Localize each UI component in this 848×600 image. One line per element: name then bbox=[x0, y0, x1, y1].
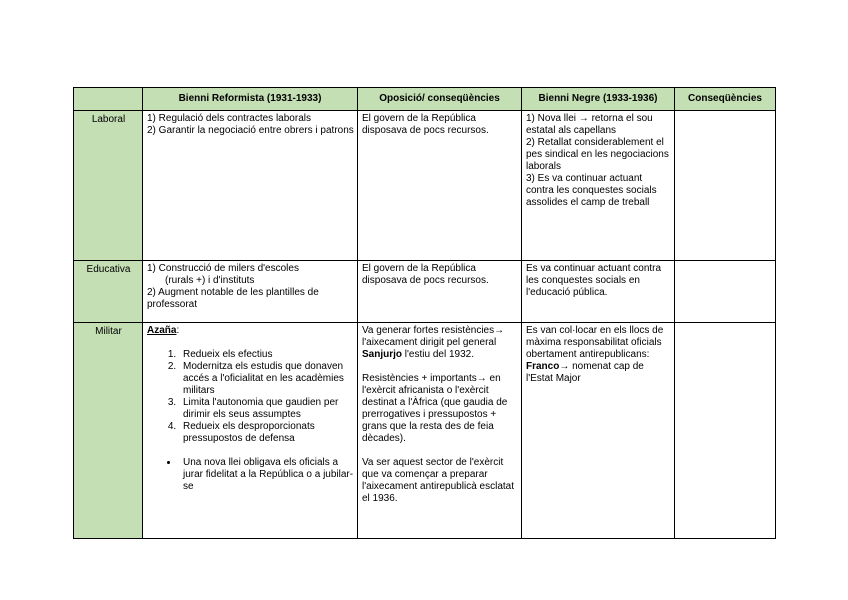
row-label-laboral: Laboral bbox=[74, 111, 143, 261]
list-item: 2) Retallat considerablement el pes sindical en les negociacions laborals bbox=[526, 137, 669, 172]
table-row bbox=[74, 323, 776, 539]
azana-colon: : bbox=[176, 325, 180, 336]
cell-consequencies-educativa bbox=[675, 261, 776, 323]
header-empty bbox=[74, 88, 143, 111]
cell-negre-laboral bbox=[522, 111, 675, 261]
table-row bbox=[74, 111, 776, 261]
cell-text: El govern de la República disposava de pocs recursos. bbox=[362, 113, 489, 136]
franco-name: Franco bbox=[526, 361, 560, 372]
list-item: 1) Nova llei → retorna el sou estatal als capellans bbox=[526, 113, 653, 136]
cell-negre-militar bbox=[522, 323, 675, 539]
negre-paragraph bbox=[526, 325, 671, 385]
text-span: Va generar fortes resistències→ l'aixecament dirigit pel general bbox=[362, 325, 505, 348]
spacer bbox=[362, 445, 518, 457]
text-span: Es van col·locar en els llocs de màxima responsabilitat oficials obertament antirepublicans: bbox=[526, 325, 664, 360]
list-item: 4. Redueix els desproporcionats pressupostos de defensa bbox=[179, 421, 354, 445]
cell-oposicio-educativa bbox=[358, 261, 522, 323]
header-consequencies: Conseqüències bbox=[675, 88, 776, 111]
azana-name: Azaña bbox=[147, 325, 177, 336]
cell-reformista-militar bbox=[143, 323, 358, 539]
oposicio-paragraph-2: Resistències + importants→ en l'exèrcit africanista o l'exèrcit destinat a l'Àfrica (que gaudia de prerrogatives i pressupostos + grans que la resta des de feia dècades). bbox=[362, 373, 508, 444]
list-item: 1) Construcció de milers d'escoles bbox=[147, 263, 299, 274]
cell-text: Es va continuar actuant contra les conquestes socials en l'educació pública. bbox=[526, 263, 662, 298]
list-item: 3) Es va continuar actuant contra les conquestes socials assolides el camp de treball bbox=[526, 173, 657, 208]
reform-list bbox=[147, 349, 354, 445]
oposicio-paragraph-1 bbox=[362, 325, 518, 361]
spacer bbox=[362, 361, 518, 373]
cell-oposicio-militar bbox=[358, 323, 522, 539]
list-item: • Una nova llei obligava els oficials a jurar fidelitat a la República o a jubilar-se bbox=[179, 457, 354, 493]
list-item: 3. Limita l'autonomia que gaudien per dirimir els seus assumptes bbox=[179, 397, 354, 421]
cell-oposicio-laboral bbox=[358, 111, 522, 261]
list-item: 2) Augment notable de les plantilles de professorat bbox=[147, 287, 319, 310]
list-item: 1. Redueix els efectius bbox=[179, 349, 354, 361]
list-item: 2) Garantir la negociació entre obrers i patrons bbox=[147, 125, 354, 136]
cell-reformista-laboral bbox=[143, 111, 358, 261]
bullet-list bbox=[147, 457, 354, 493]
history-table bbox=[73, 87, 776, 539]
cell-consequencies-militar bbox=[675, 323, 776, 539]
list-item: 1) Regulació dels contractes laborals bbox=[147, 113, 311, 124]
header-bienni-negre: Bienni Negre (1933-1936) bbox=[522, 88, 675, 111]
cell-text: El govern de la República disposava de pocs recursos. bbox=[362, 263, 489, 286]
row-label-educativa: Educativa bbox=[74, 261, 143, 323]
header-row bbox=[74, 88, 776, 111]
list-item: (rurals +) i d'instituts bbox=[165, 275, 255, 286]
oposicio-paragraph-3: Va ser aquest sector de l'exèrcit que va començar a preparar l'aixecament antirepublicà esclatat el 1936. bbox=[362, 457, 514, 504]
text-span: → nomenat cap de l'Estat Major bbox=[526, 361, 644, 384]
cell-reformista-educativa bbox=[143, 261, 358, 323]
sanjurjo-name: Sanjurjo bbox=[362, 349, 403, 360]
row-label-militar: Militar bbox=[74, 323, 143, 539]
cell-consequencies-laboral bbox=[675, 111, 776, 261]
cell-negre-educativa bbox=[522, 261, 675, 323]
list-item: 2. Modernitza els estudis que donaven accés a l'oficialitat en les acadèmies militars bbox=[179, 361, 354, 397]
header-oposicio: Oposició/ conseqüències bbox=[358, 88, 522, 111]
header-bienni-reformista: Bienni Reformista (1931-1933) bbox=[143, 88, 358, 111]
table-row bbox=[74, 261, 776, 323]
azana-heading bbox=[147, 325, 354, 337]
text-span: l'estiu del 1932. bbox=[402, 349, 474, 360]
